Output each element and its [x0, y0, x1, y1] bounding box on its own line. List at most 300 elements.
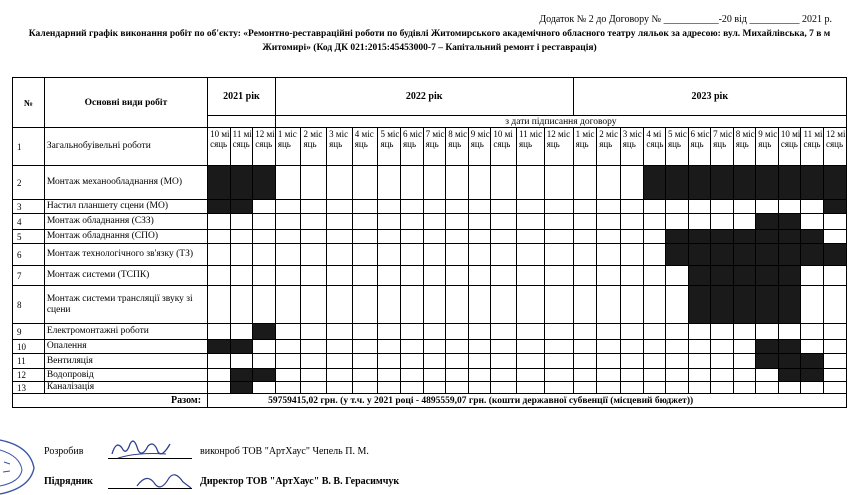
schedule-cell	[446, 369, 469, 382]
schedule-cell	[711, 369, 734, 382]
schedule-cell	[327, 286, 353, 324]
month-header-cell: 11 місяць	[230, 128, 253, 166]
schedule-cell	[301, 166, 327, 200]
month-header-cell: 8 місяць	[733, 128, 756, 166]
month-header-cell: 5 місяць	[665, 128, 688, 166]
schedule-cell	[275, 230, 301, 244]
schedule-cell	[327, 230, 353, 244]
schedule-cell	[733, 200, 756, 214]
schedule-bar-cell	[824, 166, 847, 200]
schedule-bar-cell	[230, 382, 253, 394]
month-header-cell: 3 місяць	[327, 128, 353, 166]
schedule-cell	[423, 214, 446, 230]
schedule-cell	[468, 369, 491, 382]
schedule-bar-cell	[208, 200, 231, 214]
schedule-cell	[401, 369, 424, 382]
schedule-cell	[352, 340, 378, 354]
row-work-name: Монтаж системи трансляції звуку зі сцени	[44, 286, 207, 324]
schedule-cell	[253, 244, 276, 266]
schedule-cell	[544, 244, 573, 266]
schedule-cell	[352, 230, 378, 244]
schedule-cell	[327, 166, 353, 200]
schedule-cell	[644, 286, 666, 324]
schedule-cell	[378, 214, 401, 230]
row-work-name: Водопровід	[44, 369, 207, 382]
month-header-cell: 10 місяць	[208, 128, 231, 166]
row-work-name: Монтаж обладнання (СПО)	[44, 230, 207, 244]
schedule-bar-cell	[733, 286, 756, 324]
schedule-cell	[711, 324, 734, 340]
schedule-cell	[620, 382, 644, 394]
schedule-bar-cell	[756, 230, 779, 244]
month-header-cell: 9 місяць	[756, 128, 779, 166]
schedule-cell	[711, 214, 734, 230]
schedule-bar-cell	[230, 369, 253, 382]
schedule-bar-cell	[208, 166, 231, 200]
row-work-name: Опалення	[44, 340, 207, 354]
row-work-name: Монтаж технологічного зв'язку (ТЗ)	[44, 244, 207, 266]
schedule-bar-cell	[778, 369, 801, 382]
schedule-bar-cell	[711, 230, 734, 244]
schedule-cell	[544, 286, 573, 324]
schedule-cell	[352, 324, 378, 340]
schedule-cell	[824, 324, 847, 340]
schedule-cell	[620, 354, 644, 369]
schedule-cell	[446, 200, 469, 214]
schedule-cell	[378, 369, 401, 382]
table-row	[13, 286, 847, 324]
schedule-cell	[688, 324, 711, 340]
schedule-cell	[230, 266, 253, 286]
schedule-cell	[468, 200, 491, 214]
row-work-name: Монтаж обладнання (СЗЗ)	[44, 214, 207, 230]
schedule-bar-cell	[778, 286, 801, 324]
table-row	[13, 354, 847, 369]
schedule-cell	[446, 266, 469, 286]
schedule-cell	[301, 354, 327, 369]
schedule-cell	[573, 286, 597, 324]
schedule-cell	[665, 369, 688, 382]
schedule-cell	[253, 214, 276, 230]
schedule-cell	[733, 369, 756, 382]
schedule-cell	[517, 354, 545, 369]
schedule-cell	[327, 214, 353, 230]
schedule-cell	[275, 382, 301, 394]
schedule-bar-cell	[253, 324, 276, 340]
row-number: 1	[13, 128, 45, 166]
month-header-cell: 2 місяць	[301, 128, 327, 166]
schedule-cell	[597, 244, 621, 266]
schedule-bar-cell	[756, 340, 779, 354]
schedule-cell	[620, 286, 644, 324]
schedule-cell	[517, 230, 545, 244]
row-number: 6	[13, 244, 45, 266]
schedule-cell	[275, 369, 301, 382]
schedule-cell	[573, 369, 597, 382]
schedule-cell	[208, 266, 231, 286]
row-number: 3	[13, 200, 45, 214]
schedule-cell	[620, 230, 644, 244]
schedule-cell	[544, 369, 573, 382]
schedule-cell	[644, 369, 666, 382]
schedule-cell	[401, 200, 424, 214]
schedule-cell	[544, 324, 573, 340]
schedule-cell	[378, 382, 401, 394]
row-number: 5	[13, 230, 45, 244]
schedule-cell	[401, 230, 424, 244]
schedule-bar-cell	[688, 244, 711, 266]
year-header: 2023 рік	[573, 78, 846, 116]
schedule-bar-cell	[801, 166, 824, 200]
schedule-cell	[644, 324, 666, 340]
schedule-cell	[824, 230, 847, 244]
schedule-cell	[801, 200, 824, 214]
schedule-cell	[446, 230, 469, 244]
schedule-cell	[711, 382, 734, 394]
row-number: 11	[13, 354, 45, 369]
schedule-cell	[446, 166, 469, 200]
row-number: 7	[13, 266, 45, 286]
schedule-bar-cell	[824, 244, 847, 266]
schedule-cell	[711, 354, 734, 369]
table-row	[13, 266, 847, 286]
schedule-bar-cell	[665, 244, 688, 266]
schedule-cell	[778, 382, 801, 394]
table-row	[13, 324, 847, 340]
schedule-cell	[573, 214, 597, 230]
schedule-cell	[573, 340, 597, 354]
schedule-cell	[468, 324, 491, 340]
row-work-name: Настил планшету сцени (МО)	[44, 200, 207, 214]
schedule-cell	[446, 382, 469, 394]
schedule-bar-cell	[665, 166, 688, 200]
schedule-cell	[801, 214, 824, 230]
schedule-bar-cell	[801, 354, 824, 369]
schedule-cell	[352, 354, 378, 369]
schedule-cell	[544, 340, 573, 354]
schedule-cell	[301, 200, 327, 214]
schedule-cell	[253, 200, 276, 214]
schedule-cell	[275, 244, 301, 266]
schedule-cell	[275, 166, 301, 200]
schedule-cell	[801, 324, 824, 340]
schedule-cell	[378, 244, 401, 266]
schedule-cell	[301, 324, 327, 340]
schedule-cell	[446, 340, 469, 354]
schedule-cell	[468, 214, 491, 230]
row-number: 12	[13, 369, 45, 382]
schedule-cell	[517, 244, 545, 266]
schedule-cell	[468, 244, 491, 266]
schedule-bar-cell	[801, 244, 824, 266]
schedule-cell	[327, 382, 353, 394]
schedule-bar-cell	[733, 230, 756, 244]
schedule-cell	[665, 354, 688, 369]
schedule-cell	[253, 266, 276, 286]
schedule-bar-cell	[230, 200, 253, 214]
schedule-cell	[423, 286, 446, 324]
schedule-cell	[301, 369, 327, 382]
schedule-cell	[597, 166, 621, 200]
schedule-cell	[597, 286, 621, 324]
developer-role: Розробив	[44, 446, 84, 457]
schedule-cell	[230, 230, 253, 244]
schedule-bar-cell	[801, 369, 824, 382]
schedule-cell	[446, 324, 469, 340]
schedule-cell	[208, 382, 231, 394]
total-label: Разом:	[13, 394, 208, 408]
schedule-cell	[327, 354, 353, 369]
schedule-cell	[208, 324, 231, 340]
schedule-cell	[688, 382, 711, 394]
schedule-cell	[468, 340, 491, 354]
schedule-bar-cell	[778, 340, 801, 354]
schedule-cell	[230, 354, 253, 369]
table-row	[13, 382, 847, 394]
schedule-bar-cell	[711, 266, 734, 286]
schedule-cell	[275, 266, 301, 286]
schedule-bar-cell	[711, 286, 734, 324]
since-signing-note: з дати підписання договору	[275, 116, 846, 128]
schedule-bar-cell	[778, 166, 801, 200]
schedule-cell	[352, 244, 378, 266]
schedule-cell	[544, 382, 573, 394]
month-header-cell: 4 місяць	[352, 128, 378, 166]
table-row	[13, 200, 847, 214]
schedule-cell	[573, 244, 597, 266]
schedule-cell	[778, 200, 801, 214]
schedule-cell	[327, 266, 353, 286]
schedule-cell	[253, 382, 276, 394]
schedule-cell	[301, 230, 327, 244]
month-header-cell: 3 місяць	[620, 128, 644, 166]
month-header-cell: 7 місяць	[711, 128, 734, 166]
schedule-cell	[544, 166, 573, 200]
schedule-cell	[352, 286, 378, 324]
schedule-cell	[573, 324, 597, 340]
schedule-cell	[544, 214, 573, 230]
schedule-cell	[378, 354, 401, 369]
schedule-cell	[665, 200, 688, 214]
schedule-bar-cell	[733, 244, 756, 266]
schedule-bar-cell	[230, 340, 253, 354]
row-work-name: Каналізація	[44, 382, 207, 394]
schedule-cell	[517, 266, 545, 286]
schedule-cell	[733, 340, 756, 354]
schedule-cell	[423, 244, 446, 266]
month-header-cell: 10 місяць	[491, 128, 517, 166]
schedule-cell	[401, 214, 424, 230]
schedule-table	[12, 77, 847, 408]
schedule-cell	[573, 266, 597, 286]
schedule-cell	[401, 266, 424, 286]
schedule-cell	[620, 244, 644, 266]
schedule-cell	[491, 230, 517, 244]
schedule-cell	[597, 266, 621, 286]
schedule-bar-cell	[756, 354, 779, 369]
schedule-bar-cell	[688, 266, 711, 286]
schedule-bar-cell	[711, 244, 734, 266]
schedule-cell	[446, 244, 469, 266]
contractor-name: Директор ТОВ "АртХаус" В. В. Герасимчук	[200, 476, 400, 487]
schedule-bar-cell	[733, 166, 756, 200]
schedule-cell	[824, 286, 847, 324]
schedule-cell	[665, 266, 688, 286]
schedule-cell	[468, 230, 491, 244]
month-header-cell: 2 місяць	[597, 128, 621, 166]
schedule-cell	[423, 369, 446, 382]
schedule-bar-cell	[688, 286, 711, 324]
schedule-cell	[620, 266, 644, 286]
schedule-cell	[597, 369, 621, 382]
schedule-bar-cell	[756, 266, 779, 286]
schedule-cell	[644, 230, 666, 244]
schedule-cell	[688, 369, 711, 382]
schedule-cell	[491, 214, 517, 230]
schedule-cell	[756, 369, 779, 382]
schedule-cell	[688, 354, 711, 369]
schedule-cell	[597, 200, 621, 214]
schedule-cell	[352, 214, 378, 230]
schedule-cell	[401, 286, 424, 324]
schedule-cell	[468, 166, 491, 200]
column-header-number: №	[13, 78, 45, 128]
schedule-bar-cell	[230, 166, 253, 200]
schedule-cell	[301, 266, 327, 286]
schedule-cell	[733, 354, 756, 369]
schedule-cell	[620, 369, 644, 382]
schedule-cell	[491, 369, 517, 382]
month-header-cell: 1 місяць	[275, 128, 301, 166]
schedule-cell	[801, 340, 824, 354]
table-row	[13, 166, 847, 200]
schedule-cell	[378, 230, 401, 244]
schedule-cell	[230, 244, 253, 266]
schedule-cell	[491, 166, 517, 200]
table-row	[13, 214, 847, 230]
schedule-cell	[491, 354, 517, 369]
schedule-cell	[352, 166, 378, 200]
schedule-cell	[644, 266, 666, 286]
schedule-bar-cell	[778, 230, 801, 244]
row-work-name: Монтаж системи (ТСПК)	[44, 266, 207, 286]
schedule-cell	[665, 382, 688, 394]
schedule-cell	[378, 286, 401, 324]
table-row	[13, 128, 847, 166]
schedule-cell	[208, 244, 231, 266]
total-value: 59759415,02 грн. (у т.ч. у 2021 році - 4895559,07 грн. (кошти державної субвенції (місцевий бюджет))	[208, 394, 847, 408]
schedule-cell	[733, 382, 756, 394]
schedule-cell	[665, 340, 688, 354]
schedule-cell	[733, 324, 756, 340]
table-row	[13, 230, 847, 244]
schedule-bar-cell	[688, 230, 711, 244]
document-title: Календарний графік виконання робіт по об'єкту: «Ремонтно-реставраційні роботи по будівлі Житомирського академічного обласного театру ляльок за адресою: вул. Михайлівська, 7 в м Житомирі» (Код ДК 021:2015:45453000-7 – Капітальний ремонт і реставрація)	[28, 29, 831, 53]
schedule-bar-cell	[801, 230, 824, 244]
schedule-cell	[824, 266, 847, 286]
row-work-name: Монтаж механообладнання (МО)	[44, 166, 207, 200]
schedule-cell	[544, 230, 573, 244]
schedule-cell	[597, 354, 621, 369]
schedule-cell	[801, 286, 824, 324]
schedule-cell	[423, 266, 446, 286]
schedule-cell	[620, 214, 644, 230]
schedule-cell	[711, 200, 734, 214]
schedule-cell	[597, 214, 621, 230]
annex-line: Додаток № 2 до Договору № ___________-20 від __________ 2021 р.	[539, 14, 832, 25]
schedule-cell	[378, 200, 401, 214]
schedule-cell	[275, 200, 301, 214]
schedule-cell	[491, 382, 517, 394]
schedule-cell	[401, 244, 424, 266]
schedule-cell	[597, 340, 621, 354]
schedule-cell	[665, 214, 688, 230]
schedule-cell	[824, 214, 847, 230]
row-number: 10	[13, 340, 45, 354]
row-number: 9	[13, 324, 45, 340]
schedule-cell	[468, 382, 491, 394]
schedule-bar-cell	[756, 214, 779, 230]
schedule-cell	[778, 324, 801, 340]
schedule-cell	[517, 324, 545, 340]
schedule-cell	[378, 266, 401, 286]
month-header-cell: 4 місяць	[644, 128, 666, 166]
schedule-cell	[644, 340, 666, 354]
developer-signature-scribble	[108, 434, 178, 464]
schedule-cell	[401, 354, 424, 369]
schedule-cell	[644, 382, 666, 394]
contractor-signature-scribble	[135, 470, 195, 494]
month-header-cell: 6 місяць	[688, 128, 711, 166]
schedule-cell	[468, 266, 491, 286]
schedule-bar-cell	[644, 166, 666, 200]
schedule-cell	[688, 214, 711, 230]
schedule-cell	[644, 214, 666, 230]
schedule-cell	[756, 200, 779, 214]
schedule-cell	[756, 324, 779, 340]
schedule-cell	[378, 166, 401, 200]
month-header-cell: 7 місяць	[423, 128, 446, 166]
schedule-cell	[401, 324, 424, 340]
month-header-cell: 12 місяць	[824, 128, 847, 166]
schedule-cell	[665, 324, 688, 340]
month-header-cell: 11 місяць	[517, 128, 545, 166]
month-header-cell: 6 місяць	[401, 128, 424, 166]
schedule-cell	[733, 214, 756, 230]
table-row	[13, 369, 847, 382]
row-number: 13	[13, 382, 45, 394]
row-number: 4	[13, 214, 45, 230]
year-header: 2022 рік	[275, 78, 573, 116]
month-header-cell: 8 місяць	[446, 128, 469, 166]
schedule-bar-cell	[778, 266, 801, 286]
schedule-cell	[644, 354, 666, 369]
schedule-cell	[491, 286, 517, 324]
schedule-cell	[275, 286, 301, 324]
schedule-cell	[620, 340, 644, 354]
schedule-cell	[401, 340, 424, 354]
schedule-cell	[517, 382, 545, 394]
month-header-cell: 12 місяць	[544, 128, 573, 166]
schedule-cell	[253, 354, 276, 369]
schedule-cell	[423, 354, 446, 369]
schedule-cell	[423, 166, 446, 200]
year-header: 2021 рік	[208, 78, 276, 116]
developer-name: виконроб ТОВ "АртХаус" Чепель П. М.	[200, 446, 369, 457]
table-row	[13, 340, 847, 354]
schedule-cell	[688, 340, 711, 354]
schedule-cell	[468, 286, 491, 324]
